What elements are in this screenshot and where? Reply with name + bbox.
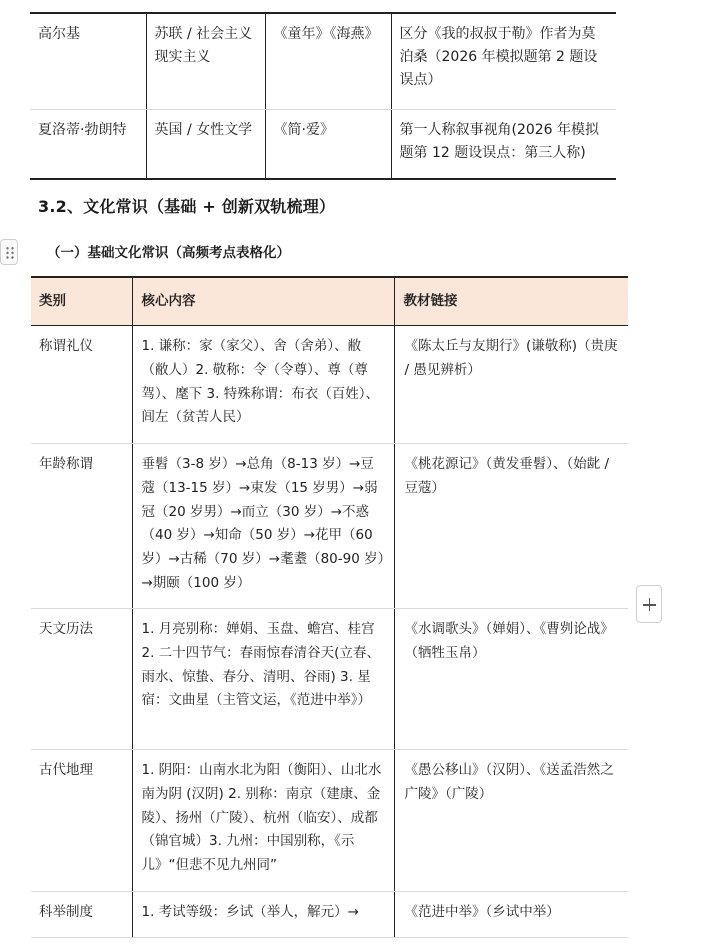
header-link: 教材链接 (394, 277, 628, 326)
link-cell: 《范进中举》（乡试中举） (394, 892, 628, 938)
works-cell: 《童年》《海燕》 (265, 13, 391, 110)
add-block-button[interactable] (636, 585, 662, 623)
works-cell: 《简·爱》 (265, 110, 391, 180)
sub-heading: （一）基础文化常识（高频考点表格化） (47, 245, 290, 261)
author-cell: 夏洛蒂·勃朗特 (30, 110, 146, 180)
note-cell: 区分《我的叔叔于勒》作者为莫泊桑（2026 年模拟题第 2 题设误点） (391, 13, 616, 110)
link-cell: 《桃花源记》（黄发垂髫）、（始龀 / 豆蔻） (394, 444, 628, 609)
category-cell: 天文历法 (31, 609, 132, 750)
table-row (31, 609, 628, 750)
plus-icon-stem (649, 598, 651, 611)
content-cell: 1. 考试等级：乡试（举人，解元）→ (132, 892, 394, 938)
category-cell: 年龄称谓 (31, 444, 132, 609)
country-school-cell: 苏联 / 社会主义现实主义 (146, 13, 265, 110)
author-cell: 高尔基 (30, 13, 146, 110)
link-cell: 《水调歌头》（婵娟）、《曹刿论战》（牺牲玉帛） (394, 609, 628, 750)
table-row (30, 110, 616, 180)
table-row (31, 444, 628, 609)
link-cell: 《愚公移山》（汉阴）、《送孟浩然之广陵》（广陵） (394, 750, 628, 892)
header-category: 类别 (31, 277, 132, 326)
table-row (30, 13, 616, 110)
author-table (30, 12, 616, 180)
content-cell: 垂髫（3-8 岁）→总角（8-13 岁）→豆蔻（13-15 岁）→束发（15 岁男）→弱冠（20 岁男）→而立（30 岁）→不惑（40 岁）→知命（50 岁）→花甲（60 岁）→古稀（70 岁）→耄耋（80-90 岁）→期颐（100 岁） (132, 444, 394, 609)
drag-dots (5, 246, 15, 260)
category-cell: 古代地理 (31, 750, 132, 892)
content-cell: 1. 阴阳：山南水北为阳（衡阳）、山北水南为阴 (汉阴) 2. 别称：南京（建康、金陵）、扬州（广陵）、杭州（临安）、成都（锦官城）3. 九州：中国别称，《示儿》“但悲不见九州同” (132, 750, 394, 892)
section-heading: 3.2、文化常识（基础 + 创新双轨梳理） (38, 197, 336, 216)
note-cell: 第一人称叙事视角(2026 年模拟题第 12 题设误点：第三人称) (391, 110, 616, 180)
table-row (31, 750, 628, 892)
category-cell: 称谓礼仪 (31, 326, 132, 444)
content-cell: 1. 月亮别称：婵娟、玉盘、蟾宫、桂宫 2. 二十四节气：春雨惊春清谷天(立春、雨水、惊蛰、春分、清明、谷雨) 3. 星宿：文曲星（主管文运，《范进中举》） (132, 609, 394, 750)
table-header-row (31, 277, 628, 326)
category-cell: 科举制度 (31, 892, 132, 938)
content-cell: 1. 谦称：家（家父）、舍（舍弟）、敝（敝人）2. 敬称：令（令尊）、尊（尊驾）、麾下 3. 特殊称谓：布衣（百姓）、闾左（贫苦人民） (132, 326, 394, 444)
country-school-cell: 英国 / 女性文学 (146, 110, 265, 180)
drag-handle-icon[interactable] (0, 239, 18, 265)
table-row (31, 892, 628, 938)
link-cell: 《陈太丘与友期行》(谦敬称)（贵庚 / 愚见辨析） (394, 326, 628, 444)
culture-table (31, 276, 628, 938)
table-row (31, 326, 628, 444)
header-content: 核心内容 (132, 277, 394, 326)
